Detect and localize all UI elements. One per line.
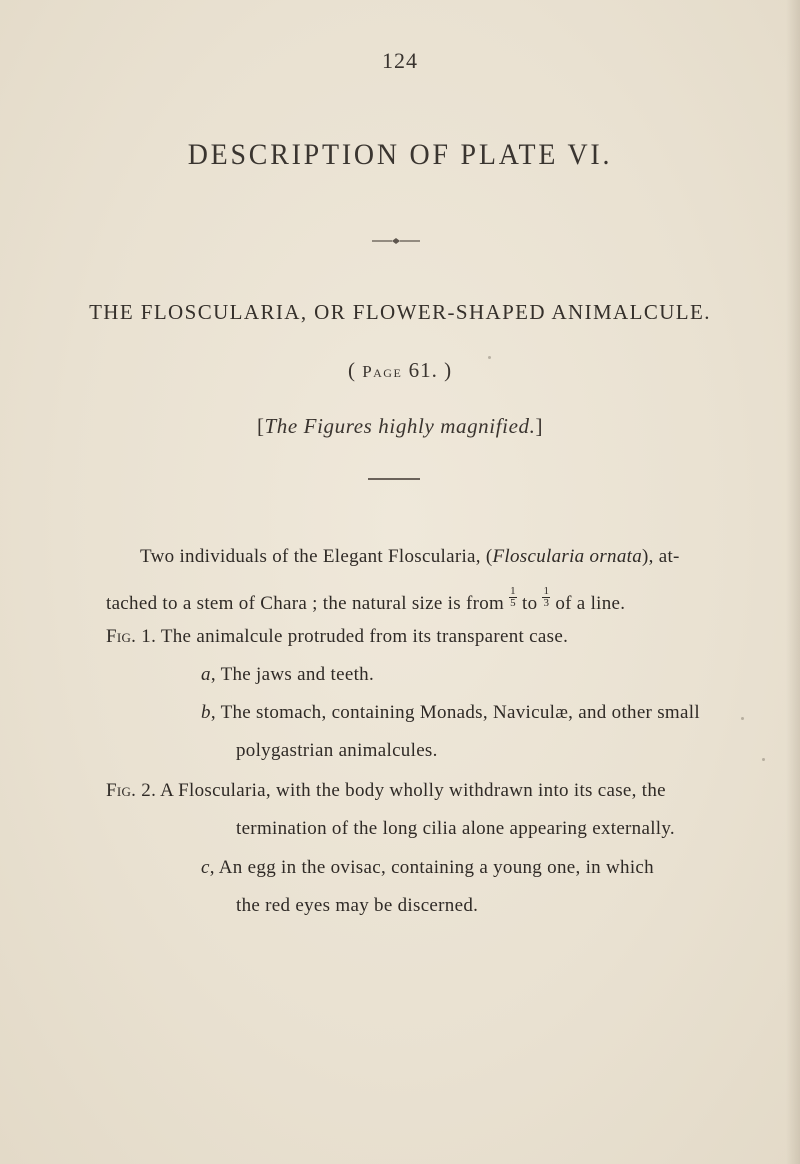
page-number: 124 xyxy=(382,48,418,73)
fraction-denominator: 3 xyxy=(543,597,550,609)
fig1-text: 1. The animalcule protruded from its transparent case. xyxy=(136,626,569,647)
fig2-label: Fig. xyxy=(106,780,137,801)
species-name: Floscularia ornata xyxy=(492,546,643,567)
intro-text-2c: of a line. xyxy=(550,593,626,614)
fraction-denominator: 5 xyxy=(510,597,516,609)
magnification-note xyxy=(0,414,800,439)
page-ref-number: 61. ) xyxy=(402,358,453,382)
intro-text-1a: Two individuals of the Elegant Floscularia, ( xyxy=(140,546,493,567)
item-letter-a: a xyxy=(201,664,211,685)
fig1-heading xyxy=(106,626,568,648)
item-letter-c: c xyxy=(201,857,210,878)
fraction-numerator: 1 xyxy=(510,585,516,597)
intro-text-2a: tached to a stem of Chara ; the natural size is from xyxy=(106,593,510,614)
subject-title: THE FLOSCULARIA, OR FLOWER-SHAPED ANIMALCULE. xyxy=(89,300,711,324)
item-letter-b: b xyxy=(201,702,211,723)
fig2-continued: termination of the long cilia alone appearing externally. xyxy=(236,818,675,839)
fig2-heading xyxy=(106,780,666,802)
plate-title: DESCRIPTION OF PLATE VI. xyxy=(187,138,613,171)
magnification-close: ] xyxy=(535,414,544,438)
fig1-item-a xyxy=(201,664,374,686)
fraction-one-fifth xyxy=(509,586,517,609)
fig1-item-b xyxy=(201,702,700,724)
fig2-item-c xyxy=(201,857,654,879)
page-edge-shadow xyxy=(786,0,800,1164)
intro-line-1 xyxy=(140,546,680,568)
page-ref-word: Page xyxy=(362,362,403,381)
page-reference xyxy=(0,358,800,383)
fig2-text: 2. A Floscularia, with the body wholly withdrawn into its case, the xyxy=(136,780,666,801)
page-ref-open: ( xyxy=(347,358,363,382)
item-c-text: , An egg in the ovisac, containing a young one, in which xyxy=(209,857,654,878)
item-b-text: , The stomach, containing Monads, Naviculæ, and other small xyxy=(210,702,700,723)
intro-text-2b: to xyxy=(516,593,543,614)
magnification-open: [ xyxy=(256,414,265,438)
intro-text-1b: ), at- xyxy=(642,546,680,567)
intro-line-2 xyxy=(106,586,625,615)
ornament-divider xyxy=(372,237,420,245)
fig1-label: Fig. xyxy=(106,626,137,647)
magnification-text: The Figures highly magnified. xyxy=(264,414,536,438)
fraction-numerator: 1 xyxy=(543,585,550,597)
section-rule xyxy=(368,478,420,480)
fig1-item-b-continued: polygastrian animalcules. xyxy=(236,740,438,761)
fig2-item-c-continued: the red eyes may be discerned. xyxy=(236,895,479,916)
item-a-text: , The jaws and teeth. xyxy=(210,664,374,685)
